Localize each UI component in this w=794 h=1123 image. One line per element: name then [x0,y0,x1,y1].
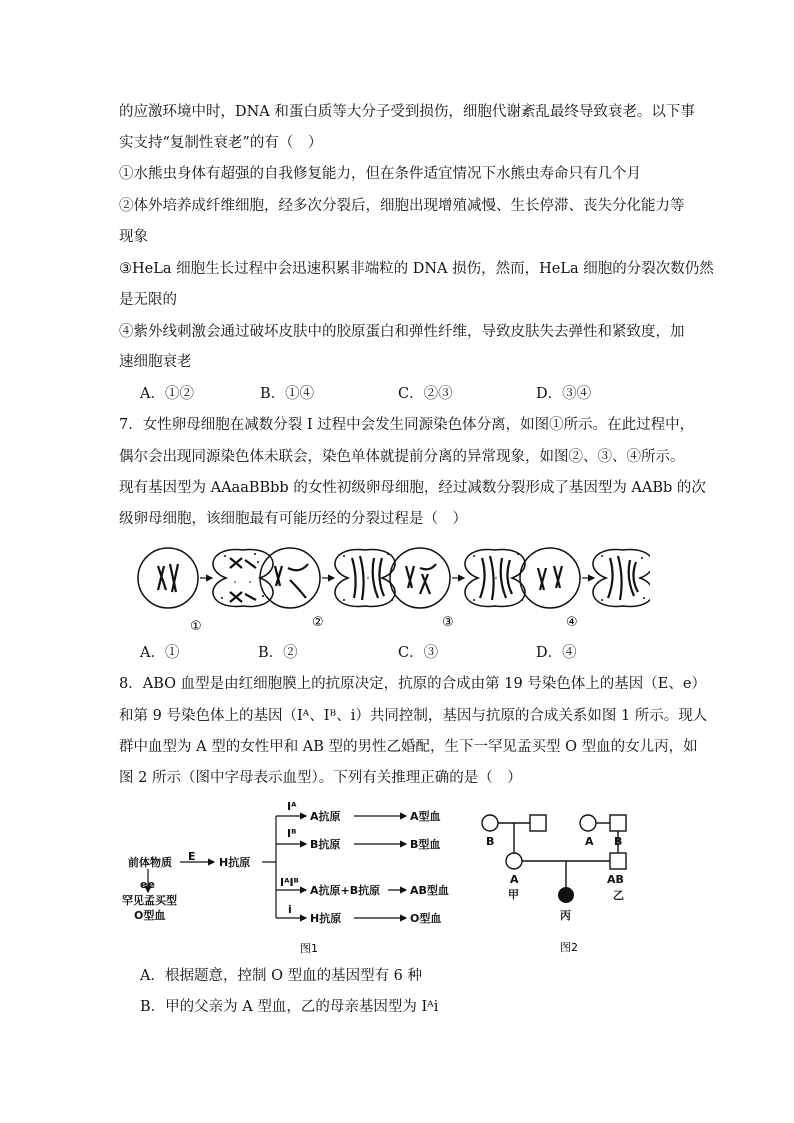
q7-line-4: 级卵母细胞，该细胞最有可能历经的分裂过程是（ ） [119,511,467,527]
q6-statement-3-cont: 是无限的 [119,292,177,308]
yi-type: AB [607,873,624,886]
panel-2-diagram [260,548,395,608]
bombay-label: 罕见孟买型 [122,894,177,907]
panel-1-diagram [138,548,273,608]
q8-line-4: 图 2 所示（图中字母表示血型）。下列有关推理正确的是（ ） [119,770,522,786]
q7-line-3: 现有基因型为 AAaaBBbb 的女性初级卵母细胞，经过减数分裂形成了基因型为 AABb 的次 [119,480,706,496]
antigen-ab: A抗原+B抗原 [310,884,381,897]
panel-3-diagram [390,548,525,608]
fig-label-2: ② [312,615,324,630]
q6-statement-2: ②体外培养成纤维细胞，经多次分裂后，细胞出现增殖减慢、生长停滞、丧失分化能力等 [119,198,685,214]
q8-option-b[interactable]: B．甲的父亲为 A 型血，乙的母亲基因型为 Iᴬi [140,999,439,1015]
jia-type: A [510,873,519,886]
q7-cell-division-figure [130,538,650,638]
q7-option-d[interactable]: D．④ [536,645,577,661]
fig-label-3: ③ [442,615,454,630]
gene-ia-label: Iᴬ [287,800,297,813]
grandfather-left [530,815,546,831]
q6-option-d[interactable]: D．③④ [536,386,592,402]
gene-i-label: i [288,903,292,916]
q7-line-2: 偶尔会出现同源染色体未联会，染色单体就提前分离的异常现象，如图②、③、④所示。 [119,449,685,465]
grandfather-right [610,815,626,831]
blood-type-a: A型血 [410,810,441,823]
antigen-b: B抗原 [310,838,341,851]
grandmother-right [580,815,596,831]
yi-label: 乙 [613,889,624,902]
blood-type-b: B型血 [410,838,441,851]
jia-label: 甲 [508,888,519,901]
q6-statement-4: ④紫外线刺激会通过破坏皮肤中的胶原蛋白和弹性纤维，导致皮肤失去弹性和紧致度，加 [119,324,685,340]
fig1-caption: 图1 [300,942,318,955]
antigen-h: H抗原 [310,912,342,925]
yi-male [610,853,626,869]
fig-label-1: ① [190,619,202,634]
q6-option-c[interactable]: C．②③ [398,386,453,402]
q8-line-2: 和第 9 号染色体上的基因（Iᴬ、Iᴮ、i）共同控制，基因与抗原的合成关系如图 1 所示。现人 [119,708,708,724]
blood-type-ab: AB型血 [410,884,449,897]
q8-line-3: 群中血型为 A 型的女性甲和 AB 型的男性乙婚配，生下一罕见孟买型 O 型血的女儿丙，如 [119,739,698,755]
gp-label-a: A [585,835,594,848]
jia-female [506,853,522,869]
q8-figure-2-pedigree [470,805,660,955]
fig2-caption: 图2 [560,941,578,954]
q8-option-a[interactable]: A．根据题意，控制 O 型血的基因型有 6 种 [140,968,423,984]
ee-label: ee [140,878,155,891]
q7-option-b[interactable]: B．② [258,645,298,661]
q6-statement-2-cont: 现象 [119,229,148,245]
bing-affected-female [558,887,574,903]
fig-label-4: ④ [566,615,578,630]
q6-line-2: 实支持“复制性衰老”的有（ ） [119,135,323,151]
grandmother-left [482,815,498,831]
gp-label-b2: B [614,835,623,848]
q6-statement-1: ①水熊虫身体有超强的自我修复能力，但在条件适宜情况下水熊虫寿命只有几个月 [119,166,641,182]
q7-option-c[interactable]: C．③ [398,645,439,661]
bombay-o-label: O型血 [134,909,166,922]
q6-statement-3: ③HeLa 细胞生长过程中会迅速积累非端粒的 DNA 损伤，然而，HeLa 细胞的分裂次数仍然 [119,261,714,277]
bing-label: 丙 [560,909,571,922]
q8-line-1: 8．ABO 血型是由红细胞膜上的抗原决定，抗原的合成由第 19 号染色体上的基因（E、e） [119,676,706,692]
blood-type-o: O型血 [410,912,442,925]
q8-figure-1-pathway [110,796,470,962]
q6-line-1: 的应激环境中时，DNA 和蛋白质等大分子受到损伤，细胞代谢紊乱最终导致衰老。以下事 [119,104,695,120]
q7-line-1: 7．女性卵母细胞在减数分裂 I 过程中会发生同源染色体分离，如图①所示。在此过程中， [119,417,695,433]
q6-option-b[interactable]: B．①④ [260,386,315,402]
gene-ib-label: Iᴮ [287,827,297,840]
gp-label-b: B [486,835,495,848]
panel-4-diagram [520,548,650,608]
antigen-a: A抗原 [310,810,341,823]
gene-e-label: E [188,850,196,863]
q6-statement-4-cont: 速细胞衰老 [119,354,192,370]
q6-option-a[interactable]: A．①② [140,386,194,402]
q7-option-a[interactable]: A．① [140,645,180,661]
precursor-label: 前体物质 [128,856,172,869]
h-antigen-label: H抗原 [219,856,251,869]
gene-iaib-label: IᴬIᴮ [280,876,299,889]
